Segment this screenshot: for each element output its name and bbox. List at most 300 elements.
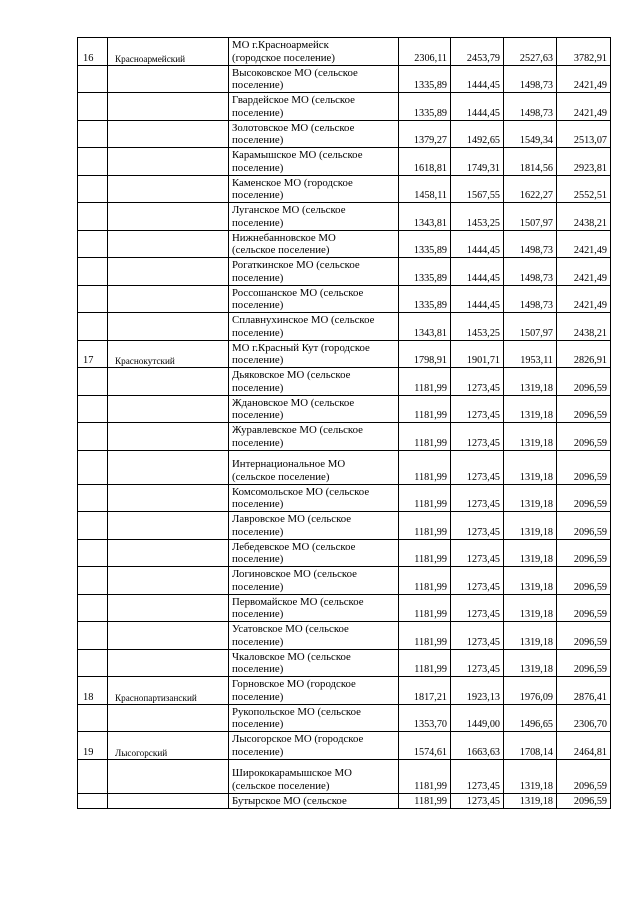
value-cell-2 xyxy=(451,93,504,121)
value-cell-4-text: 2096,59 xyxy=(573,499,607,510)
municipality-name xyxy=(229,450,399,484)
value-cell-2-text: 1453,25 xyxy=(466,327,500,339)
value-cell-4 xyxy=(557,313,611,341)
municipality-name xyxy=(229,203,399,231)
district-name xyxy=(108,732,229,760)
municipality-name xyxy=(229,120,399,148)
value-cell-4-text: 2096,59 xyxy=(573,471,607,483)
municipality-name xyxy=(229,793,399,808)
value-cell-1-text: 1798,91 xyxy=(413,355,447,366)
value-cell-3 xyxy=(504,38,557,66)
value-cell-3-text: 1319,18 xyxy=(519,410,553,421)
row-number-text: 19 xyxy=(83,746,94,758)
value-cell-3 xyxy=(504,148,557,176)
value-cell-2-text: 1923,13 xyxy=(466,691,500,703)
value-cell-1-text: 1181,99 xyxy=(414,780,447,792)
municipality-name xyxy=(229,594,399,622)
district-name xyxy=(108,512,229,540)
value-cell-4 xyxy=(557,512,611,540)
value-cell-4-text: 2096,59 xyxy=(573,526,607,538)
value-cell-4-text: 2876,41 xyxy=(573,691,607,703)
tariff-table xyxy=(77,37,611,809)
value-cell-3-text: 1498,73 xyxy=(519,107,553,119)
value-cell-1 xyxy=(399,93,451,121)
value-cell-1 xyxy=(399,65,451,93)
value-cell-4-text: 2923,81 xyxy=(573,162,607,174)
value-cell-2-text: 1273,45 xyxy=(466,471,500,483)
value-cell-2 xyxy=(451,622,504,650)
value-cell-4-text: 2096,59 xyxy=(573,636,607,648)
value-cell-2 xyxy=(451,759,504,793)
value-cell-2 xyxy=(451,512,504,540)
district-name xyxy=(108,93,229,121)
table-row xyxy=(78,368,611,396)
table-row xyxy=(78,512,611,540)
value-cell-2-text: 1273,45 xyxy=(466,636,500,648)
value-cell-4 xyxy=(557,677,611,705)
table-row xyxy=(78,423,611,451)
table-row xyxy=(78,148,611,176)
value-cell-4 xyxy=(557,258,611,286)
municipality-name-text: Горновское МО (городское поселение) xyxy=(232,678,356,703)
value-cell-3-text: 1319,18 xyxy=(519,581,553,593)
value-cell-4 xyxy=(557,93,611,121)
value-cell-1-text: 1574,61 xyxy=(413,746,447,758)
table-row xyxy=(78,594,611,622)
municipality-name-text: Сплавнухинское МО (сельское поселение) xyxy=(232,314,375,339)
district-name xyxy=(108,258,229,286)
row-number xyxy=(78,450,108,484)
row-number xyxy=(78,423,108,451)
municipality-name xyxy=(229,732,399,760)
municipality-name xyxy=(229,759,399,793)
value-cell-4 xyxy=(557,484,611,512)
value-cell-2 xyxy=(451,423,504,451)
value-cell-4-text: 2438,21 xyxy=(573,327,607,339)
value-cell-3-text: 1319,18 xyxy=(519,609,553,620)
value-cell-2 xyxy=(451,704,504,732)
value-cell-4-text: 2438,21 xyxy=(573,217,607,229)
value-cell-1-text: 1181,99 xyxy=(414,664,447,675)
municipality-name xyxy=(229,285,399,313)
value-cell-3 xyxy=(504,512,557,540)
value-cell-4 xyxy=(557,148,611,176)
table-row xyxy=(78,93,611,121)
value-cell-2-text: 1492,65 xyxy=(466,135,500,146)
value-cell-1 xyxy=(399,793,451,808)
value-cell-3 xyxy=(504,450,557,484)
value-cell-1-text: 1335,89 xyxy=(413,80,447,91)
value-cell-3-text: 1549,34 xyxy=(519,135,553,146)
value-cell-3 xyxy=(504,65,557,93)
municipality-name xyxy=(229,38,399,66)
row-number xyxy=(78,759,108,793)
municipality-name-text: Дьяковское МО (сельское поселение) xyxy=(232,369,351,394)
row-number xyxy=(78,484,108,512)
value-cell-3-text: 1319,18 xyxy=(519,636,553,648)
value-cell-2 xyxy=(451,285,504,313)
value-cell-2-text: 1273,45 xyxy=(466,499,500,510)
value-cell-3 xyxy=(504,649,557,677)
value-cell-3 xyxy=(504,423,557,451)
value-cell-3 xyxy=(504,677,557,705)
row-number xyxy=(78,567,108,595)
value-cell-2-text: 1453,25 xyxy=(466,217,500,229)
value-cell-1-text: 1181,99 xyxy=(414,609,447,620)
value-cell-3-text: 1319,18 xyxy=(519,795,553,807)
district-name xyxy=(108,340,229,368)
value-cell-3 xyxy=(504,120,557,148)
row-number xyxy=(78,120,108,148)
value-cell-4-text: 2421,49 xyxy=(573,272,607,284)
value-cell-2 xyxy=(451,793,504,808)
municipality-name-text: Рогаткинское МО (сельское поселение) xyxy=(232,259,360,284)
value-cell-3-text: 1622,27 xyxy=(519,190,553,201)
value-cell-1 xyxy=(399,148,451,176)
value-cell-1-text: 1353,70 xyxy=(413,719,447,730)
table-row xyxy=(78,484,611,512)
municipality-name xyxy=(229,677,399,705)
value-cell-3 xyxy=(504,368,557,396)
value-cell-1-text: 2306,11 xyxy=(414,52,447,64)
district-name xyxy=(108,230,229,258)
value-cell-4 xyxy=(557,594,611,622)
row-number xyxy=(78,594,108,622)
row-number xyxy=(78,175,108,203)
value-cell-4-text: 2421,49 xyxy=(573,107,607,119)
value-cell-1-text: 1181,99 xyxy=(414,471,447,483)
municipality-name-text: Лысогорское МО (городское поселение) xyxy=(232,733,364,758)
value-cell-4 xyxy=(557,732,611,760)
row-number xyxy=(78,677,108,705)
table-row xyxy=(78,450,611,484)
value-cell-3 xyxy=(504,313,557,341)
value-cell-2-text: 1273,45 xyxy=(466,581,500,593)
value-cell-4 xyxy=(557,759,611,793)
value-cell-4 xyxy=(557,539,611,567)
value-cell-3-text: 1507,97 xyxy=(519,327,553,339)
value-cell-4 xyxy=(557,704,611,732)
value-cell-4 xyxy=(557,340,611,368)
value-cell-2 xyxy=(451,120,504,148)
value-cell-2-text: 1663,63 xyxy=(466,746,500,758)
district-name xyxy=(108,175,229,203)
row-number xyxy=(78,93,108,121)
value-cell-4-text: 2096,59 xyxy=(573,554,607,565)
district-name xyxy=(108,622,229,650)
value-cell-3 xyxy=(504,175,557,203)
value-cell-2 xyxy=(451,148,504,176)
value-cell-3 xyxy=(504,594,557,622)
value-cell-3 xyxy=(504,93,557,121)
value-cell-3 xyxy=(504,759,557,793)
value-cell-4-text: 3782,91 xyxy=(573,52,607,64)
value-cell-1-text: 1181,99 xyxy=(414,795,447,807)
municipality-name xyxy=(229,93,399,121)
table-body xyxy=(78,38,611,809)
value-cell-4 xyxy=(557,567,611,595)
table-row xyxy=(78,65,611,93)
value-cell-2 xyxy=(451,539,504,567)
value-cell-2-text: 1273,45 xyxy=(466,382,500,394)
district-name xyxy=(108,285,229,313)
row-number xyxy=(78,368,108,396)
value-cell-1 xyxy=(399,285,451,313)
value-cell-1 xyxy=(399,395,451,423)
district-name xyxy=(108,38,229,66)
municipality-name xyxy=(229,65,399,93)
value-cell-1 xyxy=(399,313,451,341)
value-cell-2-text: 1273,45 xyxy=(466,437,500,449)
value-cell-1-text: 1181,99 xyxy=(414,410,447,421)
table-row xyxy=(78,567,611,595)
table-row xyxy=(78,175,611,203)
table-row xyxy=(78,793,611,808)
district-name xyxy=(108,649,229,677)
table-row xyxy=(78,649,611,677)
municipality-name-text: Ждановское МО (сельское поселение) xyxy=(232,396,355,422)
table-row xyxy=(78,622,611,650)
value-cell-3 xyxy=(504,704,557,732)
value-cell-2-text: 1444,45 xyxy=(466,300,500,311)
value-cell-3 xyxy=(504,567,557,595)
value-cell-2-text: 1273,45 xyxy=(466,609,500,620)
row-number xyxy=(78,148,108,176)
municipality-name-text: Первомайское МО (сельское поселение) xyxy=(232,595,364,621)
municipality-name xyxy=(229,512,399,540)
municipality-name-text: Бутырское МО (сельское xyxy=(232,794,347,807)
value-cell-3-text: 1319,18 xyxy=(519,664,553,675)
municipality-name xyxy=(229,567,399,595)
row-number xyxy=(78,258,108,286)
municipality-name-text: Ширококарамышское МО (сельское поселение) xyxy=(232,767,352,792)
municipality-name-text: Чкаловское МО (сельское поселение) xyxy=(232,650,351,676)
value-cell-4 xyxy=(557,230,611,258)
value-cell-3-text: 2527,63 xyxy=(519,52,553,64)
municipality-name-text: МО г.Красный Кут (городское поселение) xyxy=(232,341,370,367)
municipality-name-text: Логиновское МО (сельское поселение) xyxy=(232,568,357,593)
value-cell-3 xyxy=(504,484,557,512)
value-cell-1 xyxy=(399,368,451,396)
municipality-name-text: Лебедевское МО (сельское поселение) xyxy=(232,540,356,566)
value-cell-4-text: 2826,91 xyxy=(573,355,607,366)
district-name xyxy=(108,65,229,93)
value-cell-3-text: 1319,18 xyxy=(519,471,553,483)
value-cell-2 xyxy=(451,567,504,595)
value-cell-1-text: 1181,99 xyxy=(414,554,447,565)
value-cell-4-text: 2421,49 xyxy=(573,245,607,256)
value-cell-3-text: 1953,11 xyxy=(520,355,553,366)
district-name xyxy=(108,450,229,484)
value-cell-3 xyxy=(504,203,557,231)
row-number xyxy=(78,340,108,368)
value-cell-4-text: 2096,59 xyxy=(573,780,607,792)
municipality-name-text: Россошанское МО (сельское поселение) xyxy=(232,286,364,312)
value-cell-4-text: 2513,07 xyxy=(573,135,607,146)
value-cell-3-text: 1498,73 xyxy=(519,80,553,91)
municipality-name xyxy=(229,704,399,732)
value-cell-1 xyxy=(399,450,451,484)
district-name xyxy=(108,423,229,451)
district-name xyxy=(108,567,229,595)
value-cell-4 xyxy=(557,622,611,650)
table-row xyxy=(78,120,611,148)
table-row xyxy=(78,313,611,341)
row-number xyxy=(78,38,108,66)
value-cell-3 xyxy=(504,285,557,313)
value-cell-2 xyxy=(451,313,504,341)
value-cell-1 xyxy=(399,512,451,540)
municipality-name-text: Рукопольское МО (сельское поселение) xyxy=(232,705,361,731)
value-cell-4 xyxy=(557,120,611,148)
document-page xyxy=(77,37,611,809)
district-name xyxy=(108,539,229,567)
value-cell-3-text: 1498,73 xyxy=(519,272,553,284)
value-cell-1-text: 1181,99 xyxy=(414,437,447,449)
value-cell-3-text: 1319,18 xyxy=(519,526,553,538)
row-number xyxy=(78,539,108,567)
value-cell-1 xyxy=(399,732,451,760)
municipality-name xyxy=(229,313,399,341)
value-cell-1-text: 1335,89 xyxy=(413,245,447,256)
value-cell-4 xyxy=(557,793,611,808)
municipality-name-text: Нижнебанновское МО (сельское поселение) xyxy=(232,231,336,257)
municipality-name xyxy=(229,622,399,650)
table-row xyxy=(78,203,611,231)
value-cell-4-text: 2421,49 xyxy=(573,80,607,91)
value-cell-1-text: 1181,99 xyxy=(414,581,447,593)
value-cell-1 xyxy=(399,423,451,451)
value-cell-1-text: 1335,89 xyxy=(413,107,447,119)
municipality-name-text: Гвардейское МО (сельское поселение) xyxy=(232,94,355,119)
value-cell-2 xyxy=(451,65,504,93)
value-cell-1-text: 1817,21 xyxy=(413,691,447,703)
value-cell-2 xyxy=(451,732,504,760)
value-cell-2 xyxy=(451,677,504,705)
table-row xyxy=(78,677,611,705)
value-cell-4-text: 2552,51 xyxy=(573,190,607,201)
value-cell-4 xyxy=(557,38,611,66)
value-cell-3-text: 1319,18 xyxy=(519,554,553,565)
value-cell-3-text: 1814,56 xyxy=(519,162,553,174)
municipality-name-text: Карамышское МО (сельское поселение) xyxy=(232,149,363,174)
municipality-name xyxy=(229,340,399,368)
table-row xyxy=(78,395,611,423)
row-number xyxy=(78,203,108,231)
value-cell-2-text: 1444,45 xyxy=(466,107,500,119)
value-cell-4-text: 2464,81 xyxy=(573,746,607,758)
municipality-name-text: Интернациональное МО (сельское поселение) xyxy=(232,458,346,483)
value-cell-2-text: 1444,45 xyxy=(466,80,500,91)
municipality-name-text: Лавровское МО (сельское поселение) xyxy=(232,513,352,538)
value-cell-2-text: 2453,79 xyxy=(466,52,500,64)
value-cell-3 xyxy=(504,395,557,423)
value-cell-2 xyxy=(451,230,504,258)
value-cell-4-text: 2096,59 xyxy=(573,581,607,593)
value-cell-1 xyxy=(399,38,451,66)
value-cell-2 xyxy=(451,258,504,286)
table-row xyxy=(78,258,611,286)
table-row xyxy=(78,230,611,258)
value-cell-4-text: 2096,59 xyxy=(573,382,607,394)
value-cell-2 xyxy=(451,450,504,484)
row-number xyxy=(78,512,108,540)
value-cell-1 xyxy=(399,340,451,368)
value-cell-3-text: 1319,18 xyxy=(519,437,553,449)
municipality-name-text: Золотовское МО (сельское поселение) xyxy=(232,121,355,147)
value-cell-4 xyxy=(557,65,611,93)
district-name xyxy=(108,395,229,423)
value-cell-1 xyxy=(399,120,451,148)
municipality-name-text: Высоковское МО (сельское поселение) xyxy=(232,66,358,92)
value-cell-1-text: 1618,81 xyxy=(413,162,447,174)
value-cell-3-text: 1496,65 xyxy=(519,719,553,730)
municipality-name xyxy=(229,539,399,567)
municipality-name-text: Каменское МО (городское поселение) xyxy=(232,176,353,202)
value-cell-2-text: 1749,31 xyxy=(466,162,500,174)
district-name-text: Красноармейский xyxy=(115,53,186,64)
value-cell-3 xyxy=(504,732,557,760)
table-row xyxy=(78,759,611,793)
value-cell-2 xyxy=(451,594,504,622)
value-cell-3-text: 1498,73 xyxy=(519,300,553,311)
value-cell-3-text: 1976,09 xyxy=(519,691,553,703)
value-cell-2-text: 1273,45 xyxy=(466,664,500,675)
district-name xyxy=(108,313,229,341)
value-cell-4 xyxy=(557,395,611,423)
district-name xyxy=(108,148,229,176)
value-cell-1 xyxy=(399,258,451,286)
value-cell-1 xyxy=(399,594,451,622)
value-cell-3-text: 1498,73 xyxy=(519,245,553,256)
municipality-name xyxy=(229,148,399,176)
municipality-name-text: Комсомольское МО (сельское поселение) xyxy=(232,485,370,511)
municipality-name xyxy=(229,230,399,258)
value-cell-4-text: 2306,70 xyxy=(573,719,607,730)
value-cell-2 xyxy=(451,340,504,368)
table-row xyxy=(78,38,611,66)
row-number xyxy=(78,704,108,732)
district-name xyxy=(108,793,229,808)
value-cell-4-text: 2096,59 xyxy=(573,795,607,807)
value-cell-3 xyxy=(504,340,557,368)
municipality-name-text: Журавлевское МО (сельское поселение) xyxy=(232,424,363,449)
value-cell-1-text: 1458,11 xyxy=(414,190,447,201)
value-cell-4 xyxy=(557,368,611,396)
value-cell-2 xyxy=(451,38,504,66)
row-number xyxy=(78,732,108,760)
municipality-name-text: Усатовское МО (сельское поселение) xyxy=(232,623,349,648)
value-cell-2-text: 1567,55 xyxy=(466,190,500,201)
row-number-text: 18 xyxy=(83,691,94,703)
row-number xyxy=(78,230,108,258)
value-cell-4 xyxy=(557,285,611,313)
value-cell-2-text: 1273,45 xyxy=(466,795,500,807)
row-number xyxy=(78,65,108,93)
value-cell-1 xyxy=(399,567,451,595)
value-cell-3 xyxy=(504,622,557,650)
value-cell-3-text: 1708,14 xyxy=(519,746,553,758)
district-name xyxy=(108,759,229,793)
row-number xyxy=(78,649,108,677)
row-number xyxy=(78,622,108,650)
table-row xyxy=(78,285,611,313)
value-cell-2-text: 1273,45 xyxy=(466,780,500,792)
table-row xyxy=(78,704,611,732)
value-cell-2-text: 1273,45 xyxy=(466,410,500,421)
value-cell-1-text: 1335,89 xyxy=(413,272,447,284)
district-name xyxy=(108,368,229,396)
